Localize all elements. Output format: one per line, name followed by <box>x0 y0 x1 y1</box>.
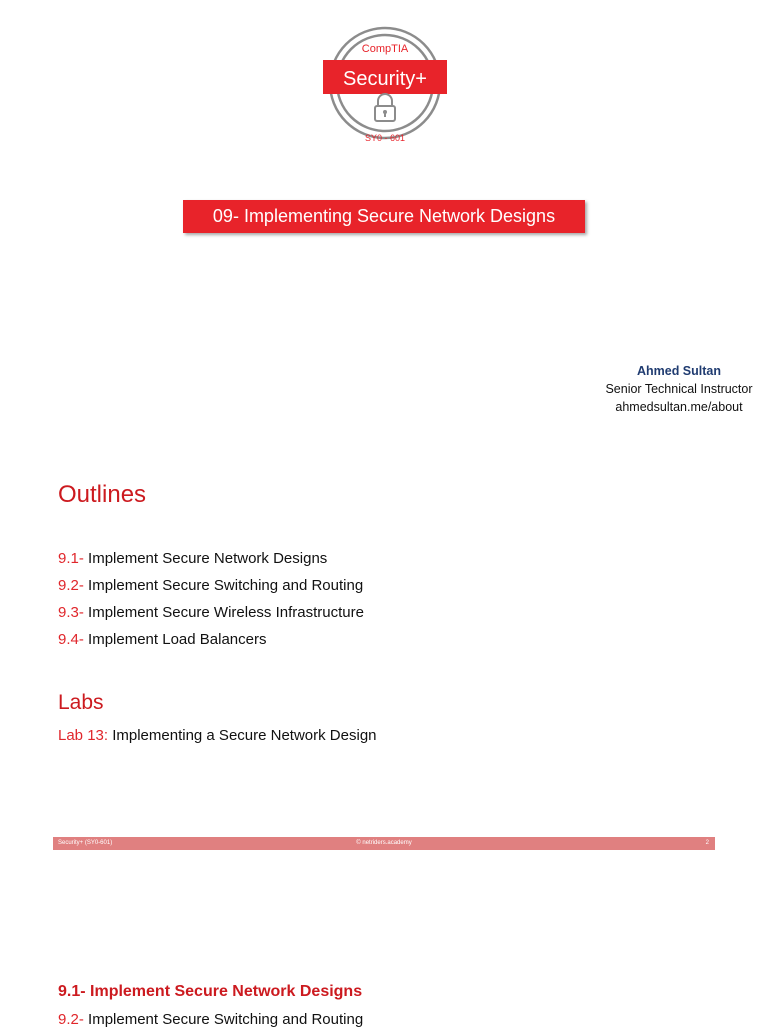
logo-graphic <box>318 22 452 154</box>
slide-footer <box>53 837 715 850</box>
lab-item <box>58 726 377 746</box>
outline-item <box>58 1010 363 1030</box>
author-link[interactable]: ahmedsultan.me/about <box>615 400 743 414</box>
outline-text: Implement Secure Switching and Routing <box>83 1011 364 1028</box>
logo-brand-text: CompTIA <box>361 43 409 55</box>
outline-number: 9.3- <box>58 604 84 621</box>
outline-item <box>58 549 327 569</box>
author-role: Senior Technical Instructor <box>605 382 753 396</box>
outline-number: 9.1- <box>58 550 84 567</box>
lab-text: Implementing a Secure Network Design <box>108 727 377 744</box>
outline-item <box>58 603 364 623</box>
outline-text: Implement Secure Wireless Infrastructure <box>83 604 364 621</box>
footer-copyright: © netriders.academy <box>356 840 412 846</box>
section-heading: 9.1- Implement Secure Network Designs <box>58 983 363 1000</box>
footer-page-number: 2 <box>705 840 709 846</box>
outline-text: Implement Secure Switching and Routing <box>83 577 364 594</box>
comptia-security-plus-logo <box>318 22 452 154</box>
outline-number: 9.2- <box>58 577 84 594</box>
slide-title: 09- Implementing Secure Network Designs <box>183 200 585 233</box>
lab-number: Lab 13: <box>58 727 109 744</box>
logo-code-text: SY0 - 601 <box>364 133 406 143</box>
labs-heading: Labs <box>58 691 104 714</box>
author-block <box>590 362 768 416</box>
outlines-heading: Outlines <box>58 481 147 508</box>
outline-number: 9.4- <box>58 631 84 648</box>
outline-text: Implement Load Balancers <box>83 631 267 648</box>
logo-product-text: Security+ <box>343 68 427 90</box>
outline-text: Implement Secure Network Designs <box>83 550 328 567</box>
footer-course: Security+ (SY0-601) <box>58 840 113 846</box>
outline-item <box>58 630 266 650</box>
author-name: Ahmed Sultan <box>636 364 722 378</box>
outline-item <box>58 576 363 596</box>
outline-number: 9.2- <box>58 1011 84 1028</box>
